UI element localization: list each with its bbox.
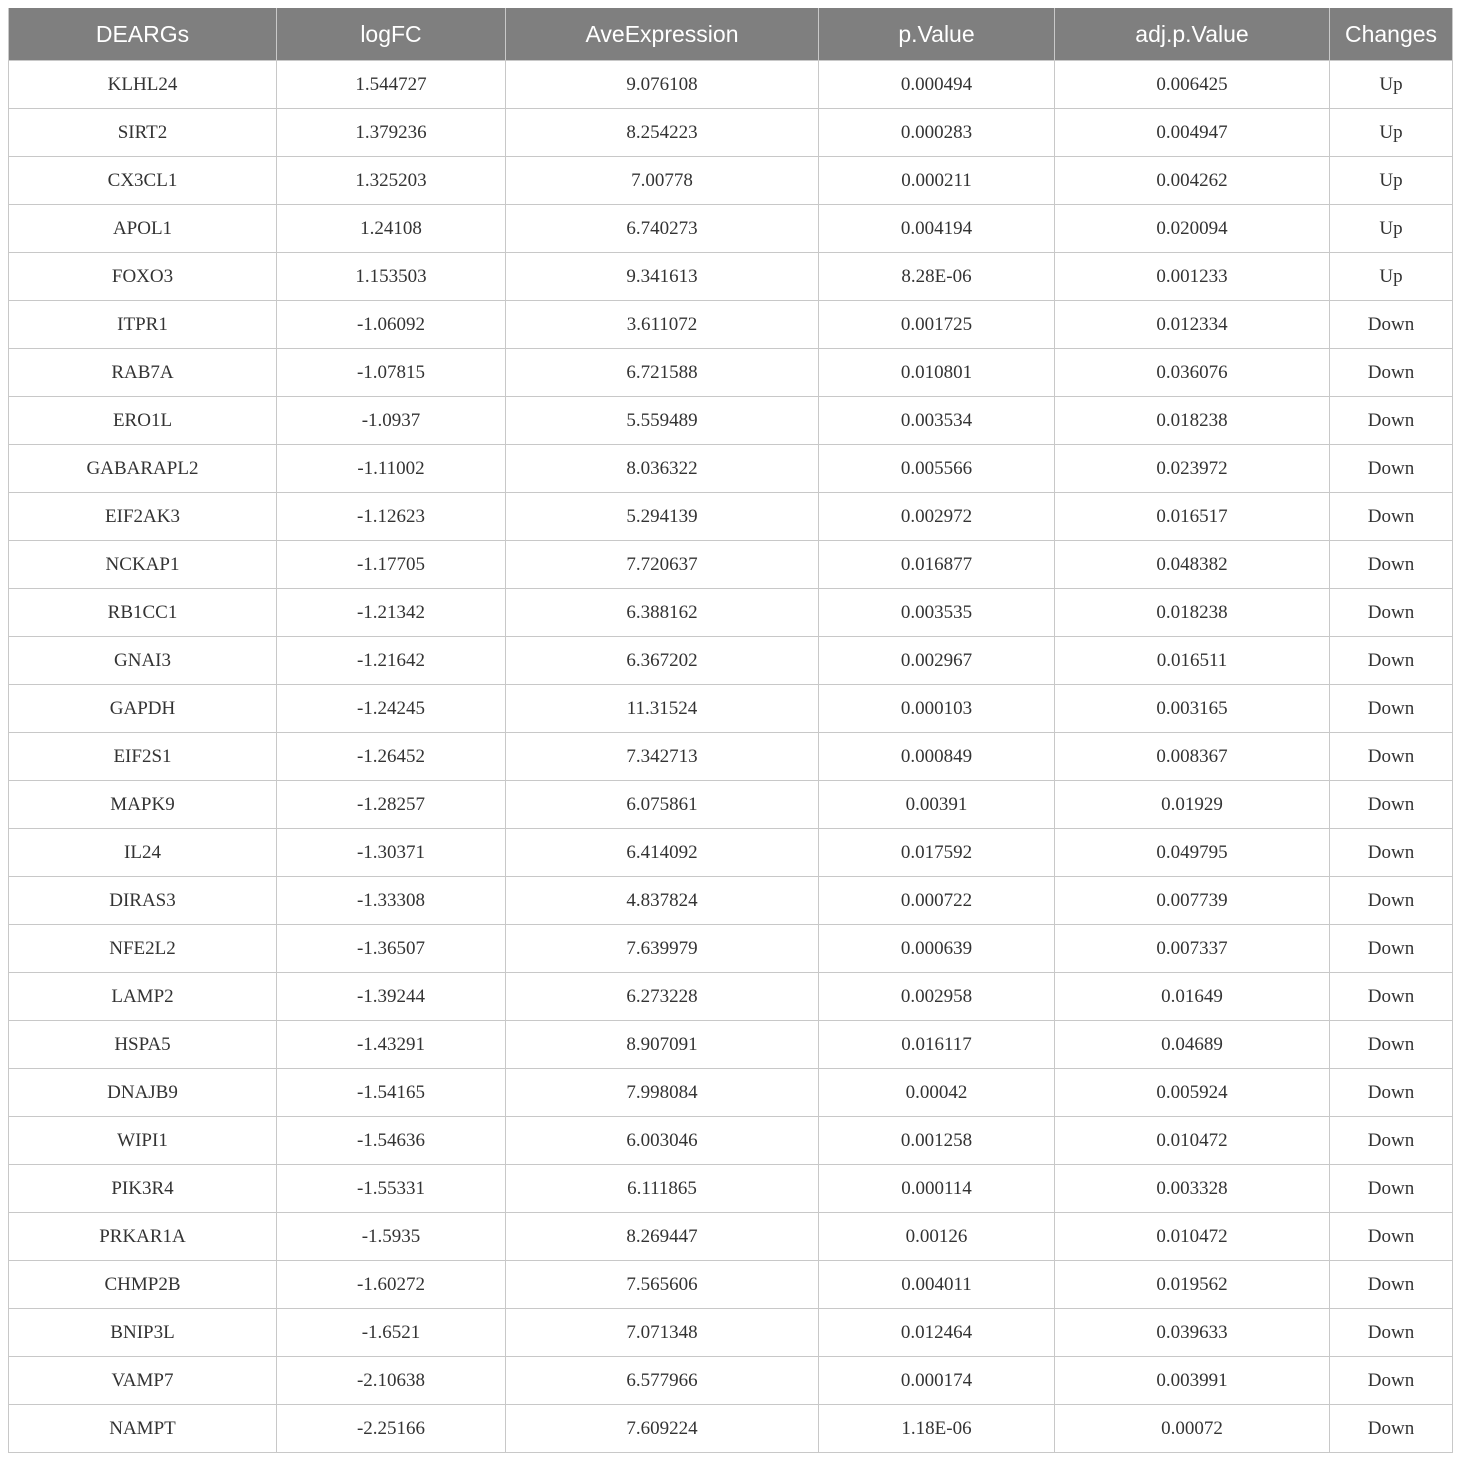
adj-pvalue-cell: 0.010472: [1055, 1117, 1330, 1165]
table-row: [9, 973, 1453, 1021]
table-row: [9, 733, 1453, 781]
adj-pvalue-cell: 0.023972: [1055, 445, 1330, 493]
adj-pvalue-cell: 0.004262: [1055, 157, 1330, 205]
logfc-cell: -1.5935: [277, 1213, 506, 1261]
aveexpression-cell: 6.111865: [506, 1165, 819, 1213]
changes-cell: Down: [1330, 349, 1453, 397]
table-row: [9, 445, 1453, 493]
table-row: [9, 493, 1453, 541]
gene-cell: NFE2L2: [9, 925, 277, 973]
column-header-pvalue: p.Value: [819, 8, 1055, 61]
logfc-cell: -1.12623: [277, 493, 506, 541]
gene-cell: SIRT2: [9, 109, 277, 157]
gene-cell: VAMP7: [9, 1357, 277, 1405]
aveexpression-cell: 8.907091: [506, 1021, 819, 1069]
changes-cell: Down: [1330, 1165, 1453, 1213]
changes-cell: Down: [1330, 733, 1453, 781]
changes-cell: Down: [1330, 397, 1453, 445]
changes-cell: Down: [1330, 877, 1453, 925]
changes-cell: Up: [1330, 205, 1453, 253]
logfc-cell: -1.55331: [277, 1165, 506, 1213]
logfc-cell: 1.24108: [277, 205, 506, 253]
changes-cell: Down: [1330, 301, 1453, 349]
logfc-cell: -1.24245: [277, 685, 506, 733]
table-row: [9, 1261, 1453, 1309]
aveexpression-cell: 11.31524: [506, 685, 819, 733]
logfc-cell: 1.153503: [277, 253, 506, 301]
aveexpression-cell: 4.837824: [506, 877, 819, 925]
aveexpression-cell: 6.414092: [506, 829, 819, 877]
pvalue-cell: 0.002958: [819, 973, 1055, 1021]
adj-pvalue-cell: 0.019562: [1055, 1261, 1330, 1309]
table-row: [9, 301, 1453, 349]
column-header-deargs: DEARGs: [9, 8, 277, 61]
column-header-logfc: logFC: [277, 8, 506, 61]
aveexpression-cell: 7.639979: [506, 925, 819, 973]
gene-cell: GAPDH: [9, 685, 277, 733]
aveexpression-cell: 6.740273: [506, 205, 819, 253]
changes-cell: Down: [1330, 925, 1453, 973]
aveexpression-cell: 9.341613: [506, 253, 819, 301]
table-row: [9, 157, 1453, 205]
logfc-cell: -1.36507: [277, 925, 506, 973]
aveexpression-cell: 7.609224: [506, 1405, 819, 1453]
logfc-cell: -1.43291: [277, 1021, 506, 1069]
pvalue-cell: 0.003534: [819, 397, 1055, 445]
changes-cell: Down: [1330, 1261, 1453, 1309]
gene-cell: CHMP2B: [9, 1261, 277, 1309]
table-row: [9, 61, 1453, 109]
column-header-aveexpression: AveExpression: [506, 8, 819, 61]
pvalue-cell: 0.000174: [819, 1357, 1055, 1405]
logfc-cell: -1.07815: [277, 349, 506, 397]
table-row: [9, 109, 1453, 157]
aveexpression-cell: 5.294139: [506, 493, 819, 541]
table-row: [9, 205, 1453, 253]
aveexpression-cell: 3.611072: [506, 301, 819, 349]
logfc-cell: -1.54165: [277, 1069, 506, 1117]
pvalue-cell: 0.017592: [819, 829, 1055, 877]
pvalue-cell: 0.000283: [819, 109, 1055, 157]
gene-cell: GNAI3: [9, 637, 277, 685]
gene-cell: HSPA5: [9, 1021, 277, 1069]
logfc-cell: -1.11002: [277, 445, 506, 493]
table-row: [9, 397, 1453, 445]
table-row: [9, 349, 1453, 397]
header-row: [9, 8, 1453, 61]
gene-cell: DIRAS3: [9, 877, 277, 925]
adj-pvalue-cell: 0.003328: [1055, 1165, 1330, 1213]
changes-cell: Down: [1330, 1309, 1453, 1357]
pvalue-cell: 0.016117: [819, 1021, 1055, 1069]
pvalue-cell: 0.004194: [819, 205, 1055, 253]
table-row: [9, 541, 1453, 589]
aveexpression-cell: 7.071348: [506, 1309, 819, 1357]
gene-cell: NCKAP1: [9, 541, 277, 589]
adj-pvalue-cell: 0.01929: [1055, 781, 1330, 829]
pvalue-cell: 0.005566: [819, 445, 1055, 493]
adj-pvalue-cell: 0.016511: [1055, 637, 1330, 685]
changes-cell: Down: [1330, 541, 1453, 589]
table-row: [9, 589, 1453, 637]
logfc-cell: 1.544727: [277, 61, 506, 109]
aveexpression-cell: 7.00778: [506, 157, 819, 205]
logfc-cell: -1.17705: [277, 541, 506, 589]
table-row: [9, 1021, 1453, 1069]
table-header: [9, 8, 1453, 61]
gene-cell: RAB7A: [9, 349, 277, 397]
logfc-cell: -1.30371: [277, 829, 506, 877]
gene-cell: KLHL24: [9, 61, 277, 109]
changes-cell: Down: [1330, 1213, 1453, 1261]
logfc-cell: 1.379236: [277, 109, 506, 157]
aveexpression-cell: 7.565606: [506, 1261, 819, 1309]
gene-cell: IL24: [9, 829, 277, 877]
adj-pvalue-cell: 0.007337: [1055, 925, 1330, 973]
aveexpression-cell: 9.076108: [506, 61, 819, 109]
gene-cell: MAPK9: [9, 781, 277, 829]
adj-pvalue-cell: 0.018238: [1055, 589, 1330, 637]
aveexpression-cell: 5.559489: [506, 397, 819, 445]
table-row: [9, 781, 1453, 829]
gene-cell: BNIP3L: [9, 1309, 277, 1357]
changes-cell: Down: [1330, 685, 1453, 733]
changes-cell: Down: [1330, 1069, 1453, 1117]
pvalue-cell: 0.000722: [819, 877, 1055, 925]
gene-cell: APOL1: [9, 205, 277, 253]
changes-cell: Down: [1330, 589, 1453, 637]
gene-cell: RB1CC1: [9, 589, 277, 637]
pvalue-cell: 0.010801: [819, 349, 1055, 397]
gene-cell: ERO1L: [9, 397, 277, 445]
column-header-adj-pvalue: adj.p.Value: [1055, 8, 1330, 61]
aveexpression-cell: 6.003046: [506, 1117, 819, 1165]
table-row: [9, 1165, 1453, 1213]
changes-cell: Down: [1330, 493, 1453, 541]
table-row: [9, 829, 1453, 877]
aveexpression-cell: 6.577966: [506, 1357, 819, 1405]
pvalue-cell: 0.016877: [819, 541, 1055, 589]
changes-cell: Up: [1330, 109, 1453, 157]
adj-pvalue-cell: 0.036076: [1055, 349, 1330, 397]
adj-pvalue-cell: 0.018238: [1055, 397, 1330, 445]
table-row: [9, 1069, 1453, 1117]
logfc-cell: -1.06092: [277, 301, 506, 349]
gene-cell: PIK3R4: [9, 1165, 277, 1213]
table-body: [9, 61, 1453, 1453]
logfc-cell: -1.33308: [277, 877, 506, 925]
adj-pvalue-cell: 0.008367: [1055, 733, 1330, 781]
logfc-cell: -1.60272: [277, 1261, 506, 1309]
gene-cell: LAMP2: [9, 973, 277, 1021]
aveexpression-cell: 8.254223: [506, 109, 819, 157]
changes-cell: Down: [1330, 973, 1453, 1021]
pvalue-cell: 0.001258: [819, 1117, 1055, 1165]
logfc-cell: -1.26452: [277, 733, 506, 781]
table-row: [9, 253, 1453, 301]
adj-pvalue-cell: 0.003165: [1055, 685, 1330, 733]
changes-cell: Down: [1330, 1357, 1453, 1405]
adj-pvalue-cell: 0.010472: [1055, 1213, 1330, 1261]
adj-pvalue-cell: 0.016517: [1055, 493, 1330, 541]
pvalue-cell: 8.28E-06: [819, 253, 1055, 301]
pvalue-cell: 1.18E-06: [819, 1405, 1055, 1453]
gene-cell: FOXO3: [9, 253, 277, 301]
table-row: [9, 925, 1453, 973]
logfc-cell: -1.6521: [277, 1309, 506, 1357]
adj-pvalue-cell: 0.04689: [1055, 1021, 1330, 1069]
column-header-changes: Changes: [1330, 8, 1453, 61]
gene-cell: WIPI1: [9, 1117, 277, 1165]
table-row: [9, 1117, 1453, 1165]
changes-cell: Up: [1330, 253, 1453, 301]
pvalue-cell: 0.003535: [819, 589, 1055, 637]
aveexpression-cell: 7.342713: [506, 733, 819, 781]
gene-cell: NAMPT: [9, 1405, 277, 1453]
pvalue-cell: 0.00042: [819, 1069, 1055, 1117]
aveexpression-cell: 8.269447: [506, 1213, 819, 1261]
deargs-table: [8, 8, 1453, 1453]
gene-cell: ITPR1: [9, 301, 277, 349]
aveexpression-cell: 7.720637: [506, 541, 819, 589]
table-row: [9, 877, 1453, 925]
logfc-cell: -1.39244: [277, 973, 506, 1021]
logfc-cell: -1.21342: [277, 589, 506, 637]
gene-cell: DNAJB9: [9, 1069, 277, 1117]
changes-cell: Down: [1330, 1117, 1453, 1165]
table-row: [9, 1405, 1453, 1453]
logfc-cell: -1.21642: [277, 637, 506, 685]
adj-pvalue-cell: 0.004947: [1055, 109, 1330, 157]
pvalue-cell: 0.002972: [819, 493, 1055, 541]
logfc-cell: 1.325203: [277, 157, 506, 205]
changes-cell: Down: [1330, 445, 1453, 493]
logfc-cell: -1.0937: [277, 397, 506, 445]
gene-cell: GABARAPL2: [9, 445, 277, 493]
pvalue-cell: 0.001725: [819, 301, 1055, 349]
pvalue-cell: 0.000211: [819, 157, 1055, 205]
logfc-cell: -2.25166: [277, 1405, 506, 1453]
aveexpression-cell: 6.721588: [506, 349, 819, 397]
pvalue-cell: 0.000103: [819, 685, 1055, 733]
results-table-container: [8, 8, 1452, 1453]
table-row: [9, 685, 1453, 733]
pvalue-cell: 0.000849: [819, 733, 1055, 781]
aveexpression-cell: 6.388162: [506, 589, 819, 637]
gene-cell: EIF2AK3: [9, 493, 277, 541]
aveexpression-cell: 6.273228: [506, 973, 819, 1021]
pvalue-cell: 0.000494: [819, 61, 1055, 109]
logfc-cell: -1.28257: [277, 781, 506, 829]
adj-pvalue-cell: 0.006425: [1055, 61, 1330, 109]
adj-pvalue-cell: 0.003991: [1055, 1357, 1330, 1405]
changes-cell: Up: [1330, 61, 1453, 109]
gene-cell: PRKAR1A: [9, 1213, 277, 1261]
changes-cell: Down: [1330, 637, 1453, 685]
aveexpression-cell: 8.036322: [506, 445, 819, 493]
logfc-cell: -2.10638: [277, 1357, 506, 1405]
adj-pvalue-cell: 0.048382: [1055, 541, 1330, 589]
table-row: [9, 1213, 1453, 1261]
adj-pvalue-cell: 0.020094: [1055, 205, 1330, 253]
changes-cell: Down: [1330, 1405, 1453, 1453]
pvalue-cell: 0.002967: [819, 637, 1055, 685]
aveexpression-cell: 7.998084: [506, 1069, 819, 1117]
adj-pvalue-cell: 0.039633: [1055, 1309, 1330, 1357]
changes-cell: Down: [1330, 829, 1453, 877]
aveexpression-cell: 6.367202: [506, 637, 819, 685]
pvalue-cell: 0.000114: [819, 1165, 1055, 1213]
table-row: [9, 637, 1453, 685]
pvalue-cell: 0.00391: [819, 781, 1055, 829]
logfc-cell: -1.54636: [277, 1117, 506, 1165]
gene-cell: EIF2S1: [9, 733, 277, 781]
gene-cell: CX3CL1: [9, 157, 277, 205]
pvalue-cell: 0.004011: [819, 1261, 1055, 1309]
adj-pvalue-cell: 0.049795: [1055, 829, 1330, 877]
changes-cell: Up: [1330, 157, 1453, 205]
table-row: [9, 1309, 1453, 1357]
aveexpression-cell: 6.075861: [506, 781, 819, 829]
adj-pvalue-cell: 0.007739: [1055, 877, 1330, 925]
changes-cell: Down: [1330, 781, 1453, 829]
pvalue-cell: 0.000639: [819, 925, 1055, 973]
adj-pvalue-cell: 0.01649: [1055, 973, 1330, 1021]
adj-pvalue-cell: 0.001233: [1055, 253, 1330, 301]
adj-pvalue-cell: 0.005924: [1055, 1069, 1330, 1117]
adj-pvalue-cell: 0.012334: [1055, 301, 1330, 349]
pvalue-cell: 0.00126: [819, 1213, 1055, 1261]
adj-pvalue-cell: 0.00072: [1055, 1405, 1330, 1453]
pvalue-cell: 0.012464: [819, 1309, 1055, 1357]
changes-cell: Down: [1330, 1021, 1453, 1069]
table-row: [9, 1357, 1453, 1405]
